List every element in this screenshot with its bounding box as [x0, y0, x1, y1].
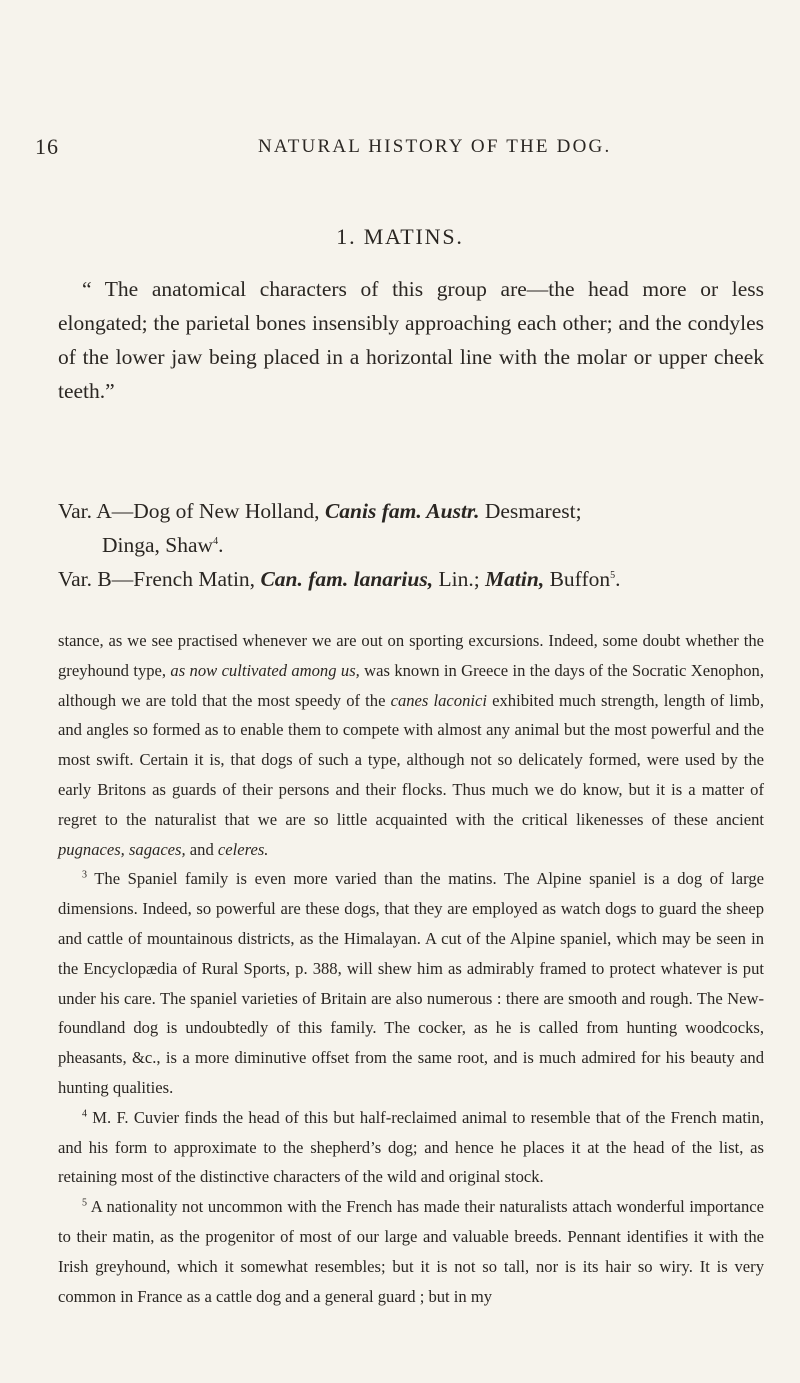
- footnote-3-text: The Spaniel family is even more varied than the matins. The Alpine spaniel is a dog of large dimensions. Indeed, so powerful are these dogs, that they are employed as watch dogs to guard the sheep and cattle of mountainous districts, as the Himalayan. A cut of the Alpine spaniel, which may be seen in the Encyclopædia of Rural Sports, p. 388, will shew him as admirably framed to protect whatever is put under his care. The spaniel varieties of Britain are also numerous : there are smooth and rough. The Newfoundland dog is undoubtedly of this family. The cocker, as he is called from hunting woodcocks, pheasants, &c., is a more diminutive offset from the same root, and is much admired for his beauty and hunting qualities.: [58, 869, 764, 1097]
- footnote-cont-text-2: was known in Greece in the days of the Socratic Xenophon, although we are told that the most speedy of the: [58, 660, 764, 710]
- footnote-3: [58, 864, 764, 1102]
- variety-b-prefix: Var. B—French Matin,: [58, 567, 261, 591]
- footnote-5: [58, 1192, 764, 1311]
- variety-b: [58, 562, 764, 596]
- footnote-cont-text-1: stance, as we see practised whenever we are out on sporting excursions. Indeed, some doubt whether the greyhound type,: [58, 631, 764, 680]
- variety-b-author: Lin.;: [433, 567, 486, 591]
- footnote-cont-text-3: exhibited much strength, length of limb, and angles so formed as to enable them to compete with almost any animal but the most powerful and the most swift. Certain it is, that dogs of such a type, although not so delicately formed, were used by the early Britons as guards of their persons and their flocks. Thus much we do know, but it is a matter of regret to the naturalist that we are so little acquainted with the critical likenesses of these ancient: [58, 690, 764, 829]
- footnote-cont-italic-2: canes laconici: [390, 690, 487, 710]
- variety-a-end: .: [218, 533, 224, 557]
- variety-a: [58, 494, 764, 562]
- page-number: 16: [35, 134, 59, 159]
- variety-b-end: .: [615, 567, 621, 591]
- footnote-4-mark: 4: [82, 1108, 87, 1120]
- variety-a-name: Canis fam. Austr.: [324, 499, 480, 523]
- footnote-5-mark: 5: [82, 1197, 87, 1209]
- running-head: NATURAL HISTORY OF THE DOG.: [258, 136, 612, 157]
- quote-text: “ The anatomical characters of this group are—the head more or less elongated; the parietal bones insensibly approaching each other; and the condyles of the lower jaw being placed in a horizontal line with the molar or upper cheek teeth.”: [58, 277, 764, 403]
- anatomical-quote: [58, 272, 764, 408]
- variety-b-name2: Matin,: [485, 567, 545, 591]
- footnote-cont-italic-4: celeres.: [217, 839, 269, 859]
- section-title: 1. MATINS.: [336, 224, 464, 249]
- footnote-5-text: A nationality not uncommon with the French has made their naturalists attach wonderful importance to their matin, as the progenitor of most of our large and valuable breeds. Pennant identifies it with the Irish greyhound, which it somewhat resembles; but it is not so tall, nor is its hair so wiry. It is very common in France as a cattle dog and a general guard ; but in my: [58, 1197, 764, 1306]
- footnote-cont-text-4: and: [185, 839, 218, 859]
- footnotes: [58, 626, 764, 1311]
- variety-b-author2: Buffon: [544, 567, 611, 591]
- variety-a-author: Desmarest;: [479, 499, 582, 523]
- footnote-cont-italic-3: pugnaces, sagaces,: [58, 839, 186, 859]
- variety-a-prefix: Var. A—Dog of New Holland,: [58, 499, 325, 523]
- footnote-ref-5: 5: [610, 569, 616, 581]
- footnote-ref-4: 4: [213, 535, 219, 547]
- variety-b-name: Can. fam. lanarius,: [260, 567, 434, 591]
- footnote-4-text: M. F. Cuvier finds the head of this but half-reclaimed animal to resemble that of the French matin, and his form to approximate to the shepherd’s dog; and hence he places it at the head of the list, as retaining most of the distinctive characters of the wild and original stock.: [58, 1107, 764, 1187]
- footnote-3-mark: 3: [82, 869, 87, 881]
- footnote-4: [58, 1103, 764, 1192]
- page-header: [0, 134, 800, 174]
- footnote-continuation: [58, 626, 764, 864]
- variety-a-continuation: [58, 528, 764, 562]
- variety-a-cont-text: Dinga, Shaw: [102, 533, 214, 557]
- footnote-cont-italic-1: as now cultivated among us,: [170, 660, 360, 680]
